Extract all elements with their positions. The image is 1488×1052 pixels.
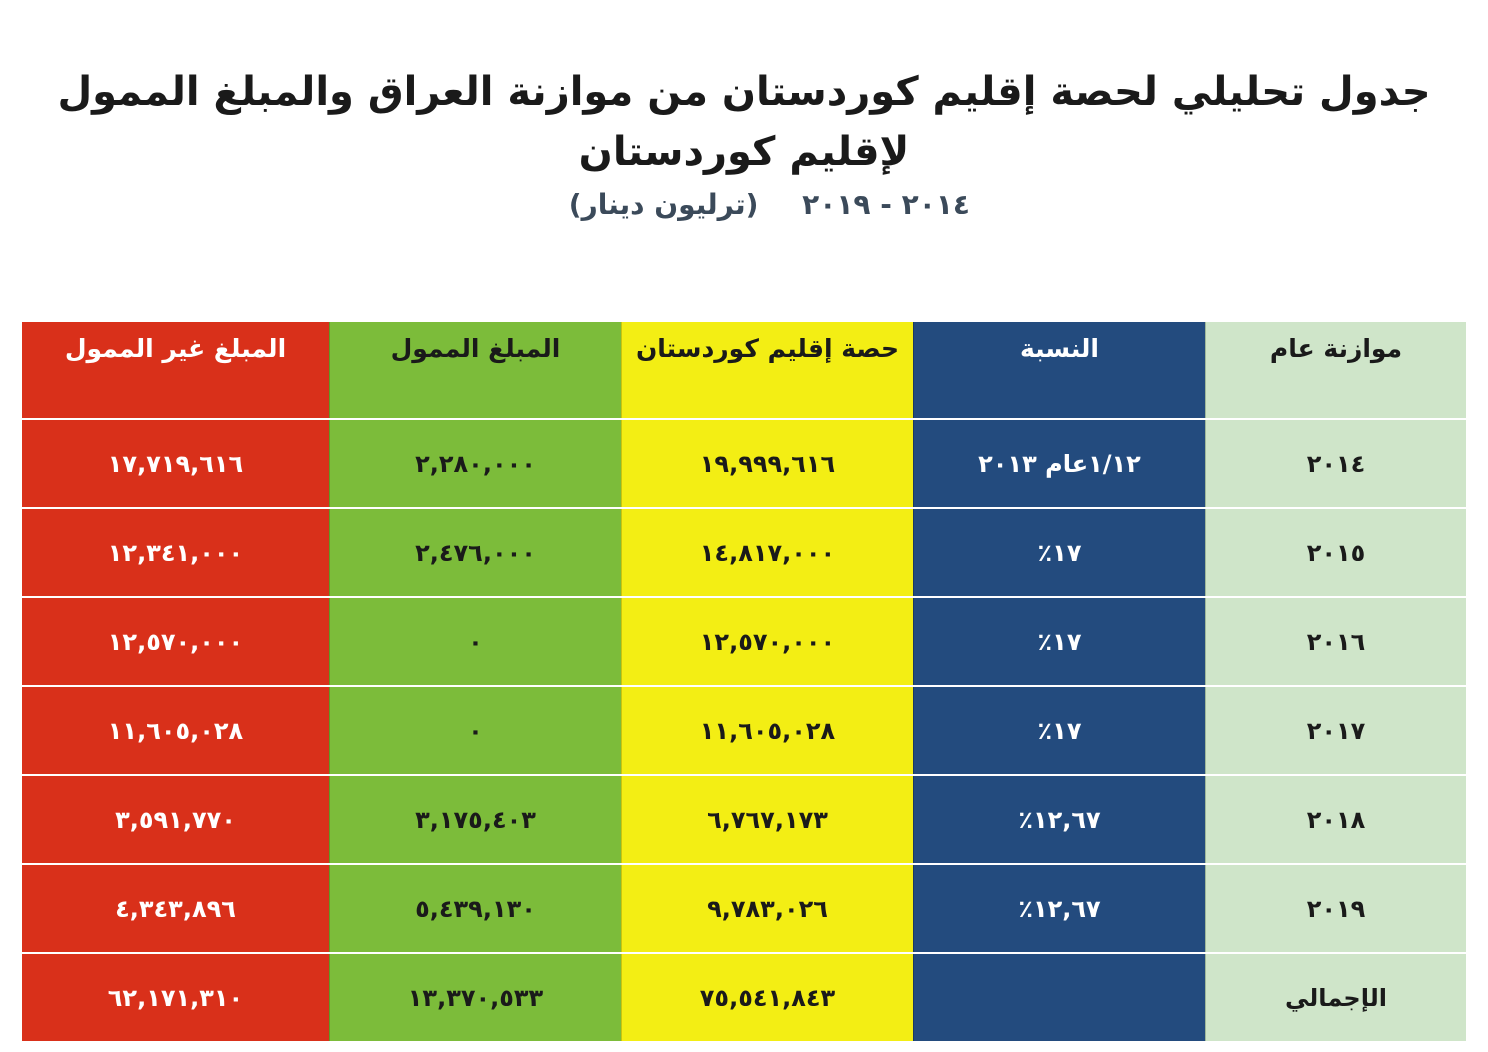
document-title: جدول تحليلي لحصة إقليم كوردستان من موازنة العراق والمبلغ الممول لإقليم كوردستان: [57, 69, 1431, 175]
cell-funded: ٢,٢٨٠,٠٠٠: [330, 419, 622, 508]
header-ratio: النسبة: [914, 322, 1206, 419]
table-row: [22, 864, 1466, 953]
cell-year: ٢٠١٦: [1206, 597, 1467, 686]
cell-unfunded: ١١,٦٠٥,٠٢٨: [22, 686, 330, 775]
cell-funded: ٠: [330, 686, 622, 775]
cell-year: ٢٠١٥: [1206, 508, 1467, 597]
cell-share: ١٤,٨١٧,٠٠٠: [622, 508, 914, 597]
cell-funded: ٠: [330, 597, 622, 686]
total-row: [22, 953, 1466, 1041]
cell-unfunded: ١٢,٥٧٠,٠٠٠: [22, 597, 330, 686]
cell-unfunded: ١٧,٧١٩,٦١٦: [22, 419, 330, 508]
table-row: [22, 686, 1466, 775]
cell-funded: ٣,١٧٥,٤٠٣: [330, 775, 622, 864]
header-kurdistan-share: حصة إقليم كوردستان: [622, 322, 914, 419]
table-row: [22, 419, 1466, 508]
header-budget-year: موازنة عام: [1206, 322, 1467, 419]
cell-share: ٦,٧٦٧,١٧٣: [622, 775, 914, 864]
table-row: [22, 597, 1466, 686]
document-subtitle: [490, 182, 970, 228]
budget-table: [22, 322, 1466, 1041]
table-row: [22, 508, 1466, 597]
cell-year: ٢٠١٨: [1206, 775, 1467, 864]
cell-unfunded: ١٢,٣٤١,٠٠٠: [22, 508, 330, 597]
cell-year: ٢٠١٩: [1206, 864, 1467, 953]
header-funded-amount: المبلغ الممول: [330, 322, 622, 419]
cell-ratio: ١٧٪: [914, 508, 1206, 597]
cell-share: ١٩,٩٩٩,٦١٦: [622, 419, 914, 508]
cell-total-ratio: [914, 953, 1206, 1041]
cell-total-share: ٧٥,٥٤١,٨٤٣: [622, 953, 914, 1041]
cell-unfunded: ٣,٥٩١,٧٧٠: [22, 775, 330, 864]
header-unfunded-amount: المبلغ غير الممول: [22, 322, 330, 419]
table-header-row: [22, 322, 1466, 419]
cell-ratio: ١٧٪: [914, 686, 1206, 775]
cell-total-label: الإجمالي: [1206, 953, 1467, 1041]
cell-ratio: ١/١٢عام ٢٠١٣: [914, 419, 1206, 508]
cell-share: ١٢,٥٧٠,٠٠٠: [622, 597, 914, 686]
cell-unfunded: ٤,٣٤٣,٨٩٦: [22, 864, 330, 953]
year-range: ٢٠١٤ - ٢٠١٩: [802, 188, 970, 221]
cell-year: ٢٠١٤: [1206, 419, 1467, 508]
cell-year: ٢٠١٧: [1206, 686, 1467, 775]
cell-funded: ٢,٤٧٦,٠٠٠: [330, 508, 622, 597]
cell-ratio: ١٢,٦٧٪: [914, 775, 1206, 864]
cell-share: ١١,٦٠٥,٠٢٨: [622, 686, 914, 775]
cell-total-funded: ١٣,٣٧٠,٥٣٣: [330, 953, 622, 1041]
cell-funded: ٥,٤٣٩,١٣٠: [330, 864, 622, 953]
cell-ratio: ١٢,٦٧٪: [914, 864, 1206, 953]
cell-ratio: ١٧٪: [914, 597, 1206, 686]
table-row: [22, 775, 1466, 864]
cell-total-unfunded: ٦٢,١٧١,٣١٠: [22, 953, 330, 1041]
currency-unit: (ترليون دينار): [568, 188, 759, 221]
cell-share: ٩,٧٨٣,٠٢٦: [622, 864, 914, 953]
